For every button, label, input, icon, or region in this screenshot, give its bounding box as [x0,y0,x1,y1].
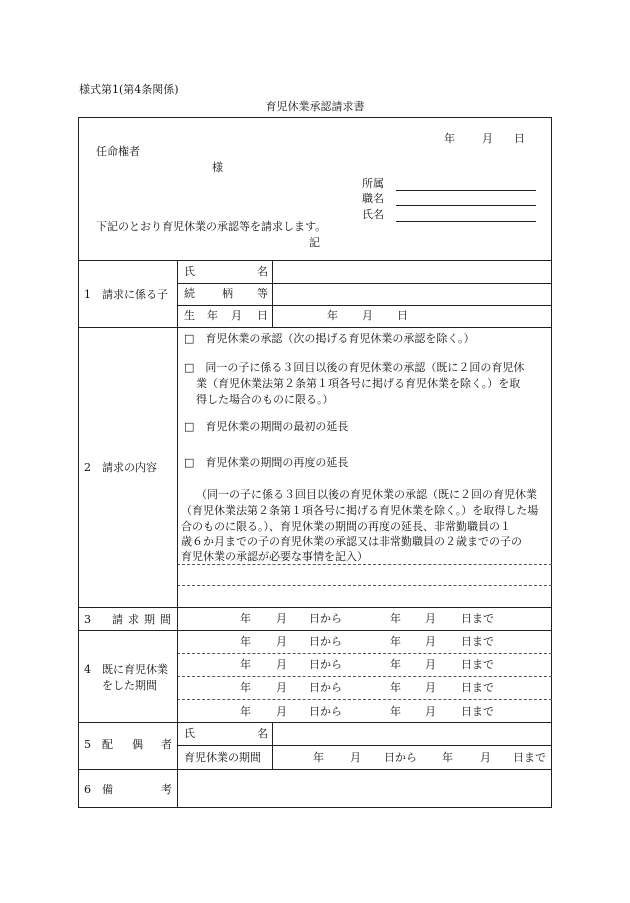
s4-r1-month: 月 [276,635,287,648]
section1-label: 1 請求に係る子 [84,288,168,301]
birth-year: 年 [327,309,338,322]
note-line2: （育児休業法第２条第１項各号に掲げる育児休業を除く。）を取得した場 [181,504,539,517]
child-relation-field[interactable] [280,285,546,304]
s4-r2-day-to: 日まで [461,658,494,671]
s4-r1-day-from: 日から [309,635,342,648]
sama-label: 様 [212,161,223,174]
birth-month: 月 [362,309,373,322]
s5-year2: 年 [442,751,453,764]
section3-label: 3 請求期間 [84,613,176,626]
s5-day-to: 日まで [513,751,546,764]
s4-r1-day-to: 日まで [461,635,494,648]
document-title: 育児休業承認請求書 [265,100,365,113]
relation-label-3: 等 [257,287,268,300]
s4-r2-day-from: 日から [309,658,342,671]
rule-s2-bottom [78,607,552,608]
s4-r3-day-from: 日から [309,681,342,694]
dash-s4-c [177,699,552,700]
position-label: 職名 [362,192,384,205]
s4-r2-month: 月 [276,658,287,671]
section5-label-3: 者 [161,738,172,751]
rule-s1-bottom [78,327,552,328]
s5-month2: 月 [480,751,491,764]
s3-day-to: 日まで [461,612,494,625]
rule-s3-bottom [78,630,552,631]
s3-year: 年 [240,612,251,625]
s4-r2-month2: 月 [425,658,436,671]
s3-year2: 年 [390,612,401,625]
s4-r3-month2: 月 [425,681,436,694]
s4-r4-month: 月 [276,705,287,718]
s4-r4-year: 年 [240,705,251,718]
section5-label-1: 配 [102,738,113,751]
note-line5: 育児休業の承認が必要な事情を記入） [181,550,368,563]
rule-s5-bottom [78,769,552,770]
rule-s1-a [177,283,552,284]
ki-label: 記 [309,236,320,249]
s4-r4-day-from: 日から [309,705,342,718]
s5-year: 年 [313,751,324,764]
option-second-extension[interactable]: □ 育児休業の期間の再度の延長 [184,456,349,469]
rule-label-column [177,260,178,808]
affiliation-label: 所属 [362,177,384,190]
section6-label-num: 6 [84,783,91,796]
appointer-label: 任命権者 [96,145,140,158]
date-month: 月 [482,132,493,145]
s4-r3-year2: 年 [390,681,401,694]
rule-s1-b [177,305,552,306]
option-approval[interactable]: □ 育児休業の承認（次の掲げる育児休業の承認を除く。） [184,332,475,345]
remarks-field[interactable] [182,772,548,804]
section6-label-2: 考 [161,783,172,796]
section4-label-line2: をした期間 [102,679,157,692]
request-sentence: 下記のとおり育児休業の承認等を請求します。 [96,220,327,233]
section4-label-line1: 4 既に育児休業 [84,663,168,676]
dash-s2-b [177,585,552,586]
spouse-name-label-mei: 名 [257,727,268,740]
dash-s4-b [177,676,552,677]
option-first-extension[interactable]: □ 育児休業の期間の最初の延長 [184,420,349,433]
child-name-label-mei: 名 [257,265,268,278]
birth-day: 日 [397,309,408,322]
s4-r3-month: 月 [276,681,287,694]
option-third-approval-line1[interactable]: □ 同一の子に係る３回目以後の育児休業の承認（既に２回の育児休 [184,361,525,374]
date-year: 年 [444,132,455,145]
spouse-name-field[interactable] [280,725,546,743]
rule-header-bottom [78,260,552,261]
section2-label: 2 請求の内容 [84,461,157,474]
s5-day-from: 日から [384,751,417,764]
option-third-approval-line3: 得した場合のものに限る。） [196,393,334,406]
s3-month: 月 [276,612,287,625]
birth-label-2: 年 [207,309,218,322]
form-number: 様式第1(第4条関係) [79,83,179,96]
s4-r2-year: 年 [240,658,251,671]
affiliation-line[interactable] [396,190,536,191]
applicant-name-line[interactable] [396,221,536,222]
dash-s2-a [177,564,552,565]
rule-s4-bottom [78,722,552,723]
birth-label-1: 生 [184,309,195,322]
position-line[interactable] [396,205,536,206]
rule-s5-a [177,745,552,746]
child-name-field[interactable] [280,262,546,282]
s4-r4-day-to: 日まで [461,705,494,718]
child-name-label-shi: 氏 [184,265,195,278]
dash-s4-a [177,653,552,654]
relation-label-2: 柄 [222,287,233,300]
note-line3: 合のものに限る。）、育児休業の期間の再度の延長、非常勤職員の１ [181,520,511,533]
spouse-name-label-shi: 氏 [184,727,195,740]
applicant-name-label: 氏名 [362,208,384,221]
section5-label-num: 5 [84,738,91,751]
section6-label-1: 備 [102,783,113,796]
spouse-period-label: 育児休業の期間 [184,751,261,764]
rule-s1-value-column [272,260,273,327]
s4-r1-month2: 月 [425,635,436,648]
option-third-approval-line2: 業（育児休業法第２条第１項各号に掲げる育児休業を除く。）を取 [196,377,521,390]
s4-r1-year: 年 [240,635,251,648]
note-line4: 歳６か月までの子の育児休業の承認又は非常勤職員の２歳までの子の [181,535,522,548]
section5-label-2: 偶 [132,738,143,751]
s4-r2-year2: 年 [390,658,401,671]
relation-label-1: 続 [184,287,195,300]
s3-day-from: 日から [309,612,342,625]
s5-month: 月 [350,751,361,764]
date-day: 日 [514,132,525,145]
s4-r4-month2: 月 [425,705,436,718]
rule-s5-value-column [272,722,273,769]
s3-month2: 月 [425,612,436,625]
note-line1: （同一の子に係る３回目以後の育児休業の承認（既に２回の育児休業 [196,488,537,501]
birth-label-4: 日 [257,309,268,322]
s4-r3-year: 年 [240,681,251,694]
s4-r4-year2: 年 [390,705,401,718]
s4-r1-year2: 年 [390,635,401,648]
s4-r3-day-to: 日まで [461,681,494,694]
birth-label-3: 月 [231,309,242,322]
